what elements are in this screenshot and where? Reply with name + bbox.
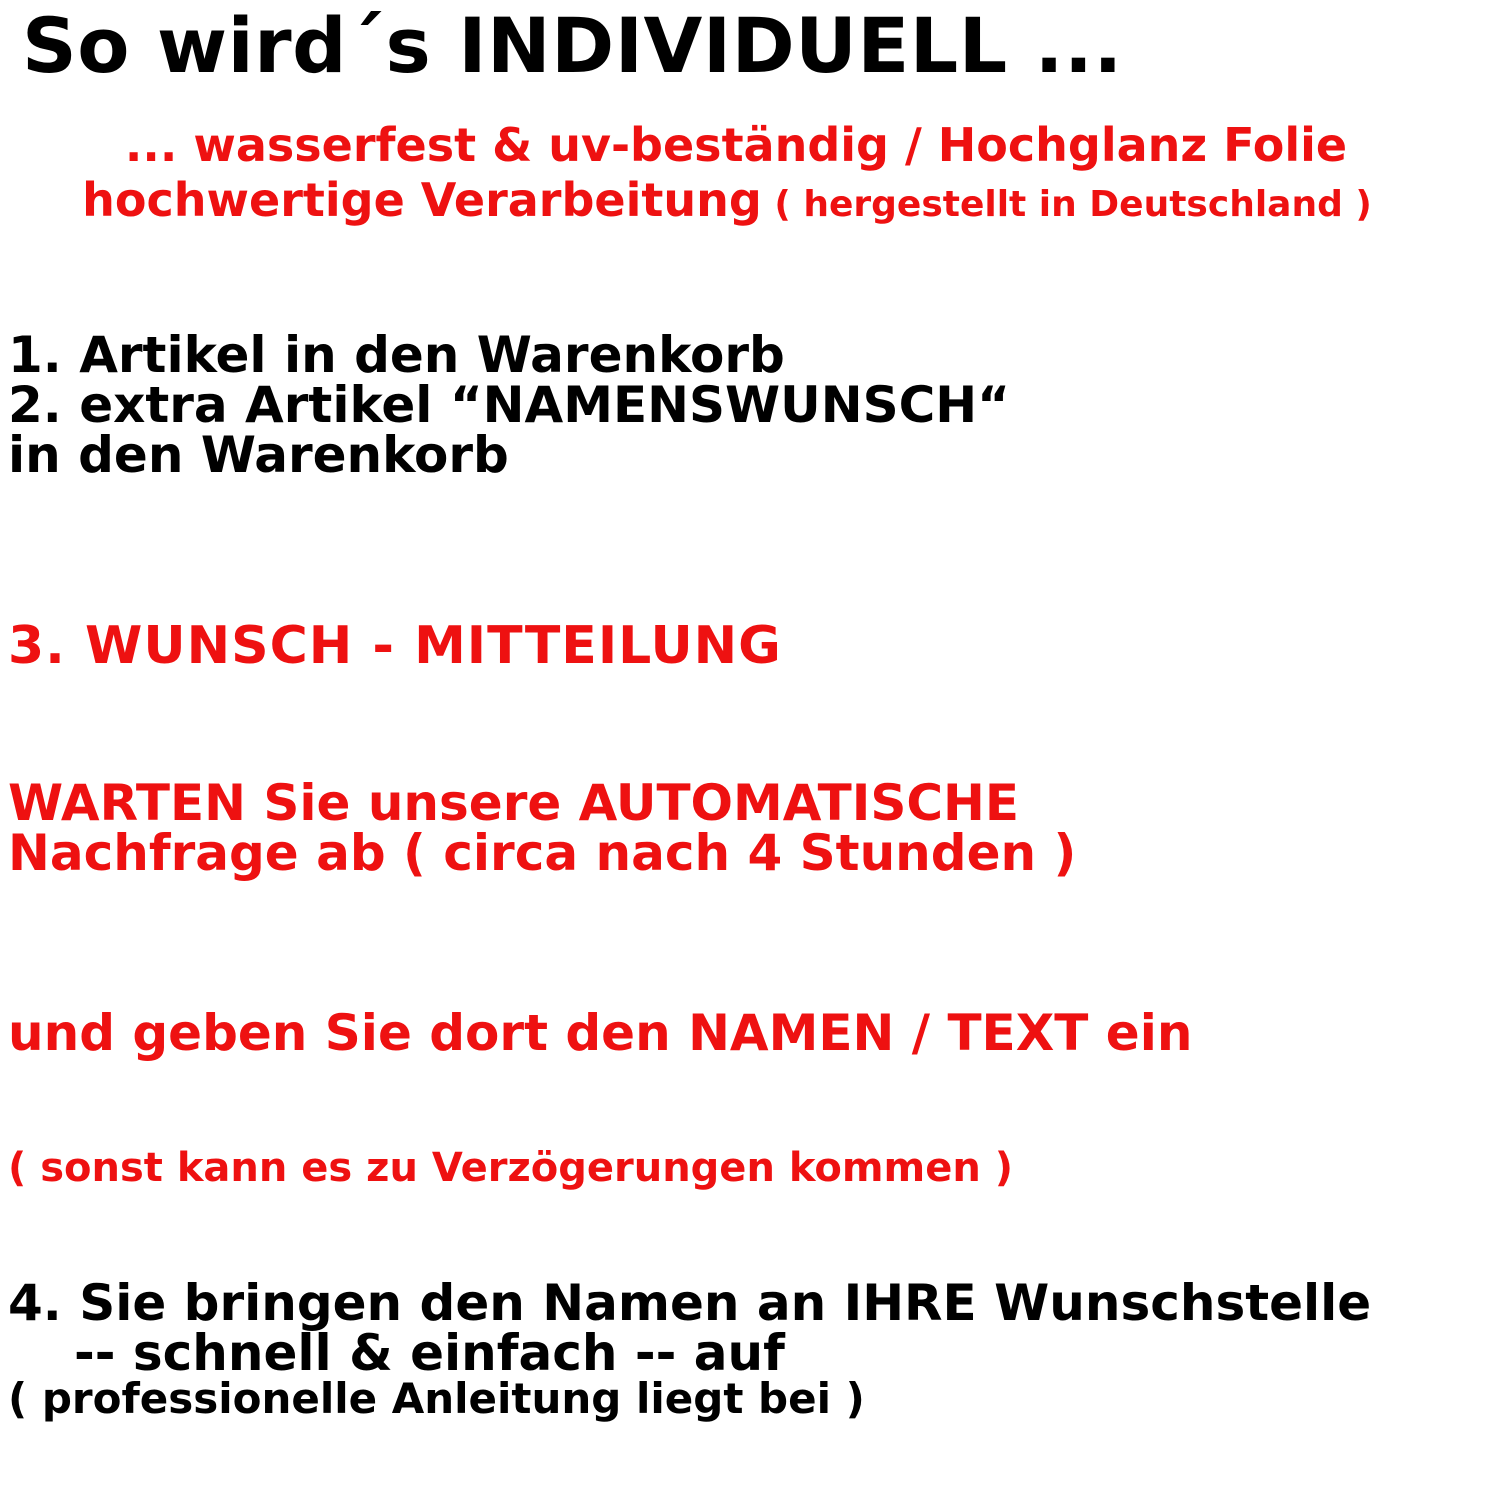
waiting-instruction-block — [8, 774, 1077, 882]
step-1-line: 1. Artikel in den Warenkorb — [8, 326, 785, 384]
subtitle-line-2 — [68, 168, 1386, 233]
step-4-line-2: -- schnell & einfach -- auf — [74, 1324, 785, 1382]
step-2-continuation-line: in den Warenkorb — [8, 426, 509, 484]
step-4-line-1: 4. Sie bringen den Namen an IHRE Wunschstelle — [8, 1274, 1372, 1332]
subtitle-line-1: ... wasserfest & uv-beständig / Hochglanz Folie — [124, 118, 1348, 172]
step-3-heading: 3. WUNSCH - MITTEILUNG — [8, 616, 782, 676]
step-4-block — [8, 1274, 1372, 1423]
subtitle-line-2-main: hochwertige Verarbeitung — [82, 173, 762, 227]
step-4-line-3: ( professionelle Anleitung liegt bei ) — [8, 1374, 865, 1423]
page-title: So wird´s INDIVIDUELL ... — [22, 1, 1123, 90]
enter-name-instruction: und geben Sie dort den NAMEN / TEXT ein — [8, 1004, 1193, 1062]
waiting-line-2: Nachfrage ab ( circa nach 4 Stunden ) — [8, 824, 1077, 882]
waiting-line-1: WARTEN Sie unsere AUTOMATISCHE — [8, 774, 1020, 832]
subtitle-block — [82, 118, 1386, 233]
steps-1-2-block — [8, 326, 1011, 484]
subtitle-line-2-note: ( hergestellt in Deutschland ) — [761, 184, 1372, 225]
step-2-line: 2. extra Artikel “NAMENSWUNSCH“ — [8, 376, 1011, 434]
delay-warning-note: ( sonst kann es zu Verzögerungen kommen ) — [8, 1145, 1014, 1191]
